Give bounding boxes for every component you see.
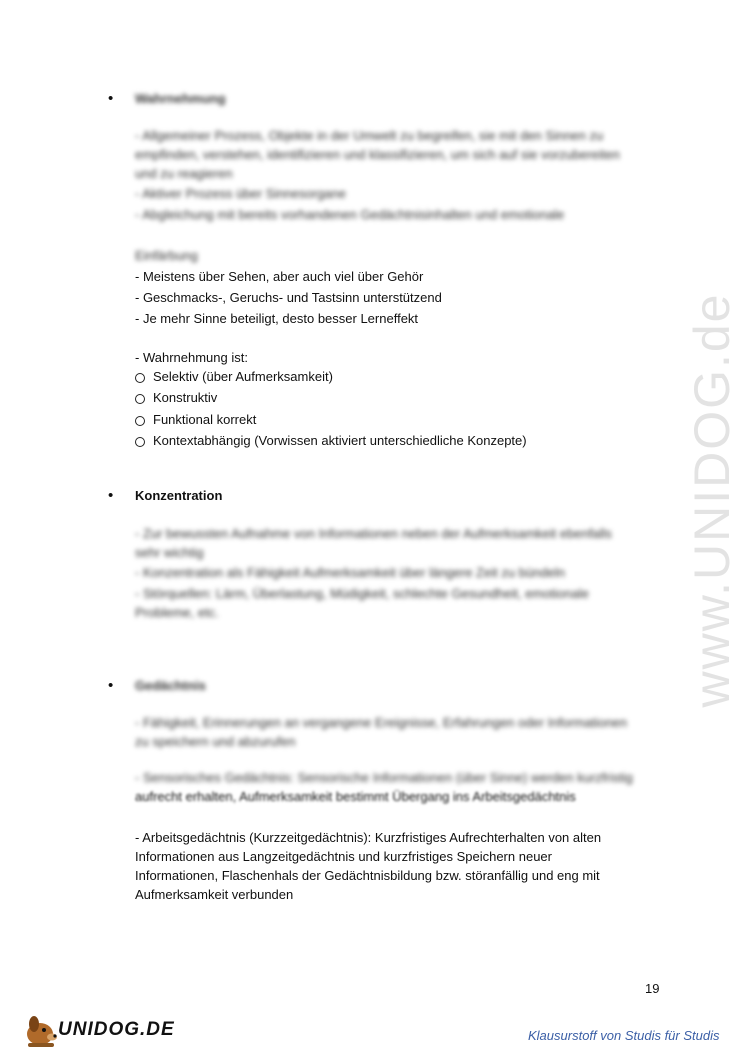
text-line: aufrecht erhalten, Aufmerksamkeit bestimmt Übergang ins Arbeitsgedächtnis <box>135 789 576 804</box>
text-line: - Geschmacks-, Geruchs- und Tastsinn unterstützend <box>135 290 442 305</box>
text-line: Probleme, etc. <box>135 605 219 620</box>
text-line: - Fähigkeit, Erinnerungen an vergangene Ereignisse, Erfahrungen oder Informationen <box>135 715 628 730</box>
bullet-icon: • <box>108 487 114 504</box>
text-line: - Aktiver Prozess über Sinnesorgane <box>135 186 346 201</box>
text-line: empfinden, verstehen, identifizieren und klassifizieren, um sich auf sie vorzubereiten <box>135 147 620 162</box>
bullet-icon: • <box>108 677 114 694</box>
text-line: und zu reagieren <box>135 166 233 181</box>
page-number: 19 <box>645 981 660 996</box>
text-line: - Arbeitsgedächtnis (Kurzzeitgedächtnis): Kurzfristiges Aufrechterhalten von alten <box>135 830 602 845</box>
text-line: - Zur bewussten Aufnahme von Informationen neben der Aufmerksamkeit ebenfalls <box>135 526 612 541</box>
text-line: Einfärbung <box>135 248 198 263</box>
text-line: - Meistens über Sehen, aber auch viel über Gehör <box>135 269 424 284</box>
section-heading-gedaechtnis: Gedächtnis <box>135 678 206 693</box>
sub-item: Kontextabhängig (Vorwissen aktiviert unterschiedliche Konzepte) <box>153 433 527 448</box>
text-line: - Allgemeiner Prozess, Objekte in der Umwelt zu begreifen, sie mit den Sinnen zu <box>135 128 604 143</box>
watermark: www.UNIDOG.de <box>684 292 740 708</box>
section-heading-wahrnehmung: Wahrnehmung <box>135 91 226 106</box>
circle-bullet-icon <box>135 437 145 447</box>
text-line: Aufmerksamkeit verbunden <box>135 887 294 902</box>
text-line: - Abgleichung mit bereits vorhandenen Gedächtnisinhalten und emotionale <box>135 207 565 222</box>
text-line: zu speichern und abzurufen <box>135 734 296 749</box>
sub-item: Konstruktiv <box>153 390 218 405</box>
text-line: sehr wichtig <box>135 545 204 560</box>
footer-tagline: Klausurstoff von Studis für Studis <box>528 1028 720 1043</box>
text-line: - Je mehr Sinne beteiligt, desto besser Lerneffekt <box>135 311 419 326</box>
circle-bullet-icon <box>135 416 145 426</box>
text-line: Informationen, Flaschenhals der Gedächtnisbildung bzw. störanfällig und eng mit <box>135 868 600 883</box>
sub-item: Selektiv (über Aufmerksamkeit) <box>153 369 333 384</box>
text-line: - Wahrnehmung ist: <box>135 350 248 365</box>
text-line: - Störquellen: Lärm, Überlastung, Müdigkeit, schlechte Gesundheit, emotionale <box>135 586 589 601</box>
text-line: - Sensorisches Gedächtnis: Sensorische Informationen (über Sinne) werden kurzfristig <box>135 770 633 785</box>
bullet-icon: • <box>108 90 114 107</box>
circle-bullet-icon <box>135 373 145 383</box>
circle-bullet-icon <box>135 394 145 404</box>
text-line: - Konzentration als Fähigkeit Aufmerksamkeit über längere Zeit zu bündeln <box>135 565 565 580</box>
text-line: Informationen aus Langzeitgedächtnis und kurzfristiges Speichern neuer <box>135 849 552 864</box>
section-heading-konzentration: Konzentration <box>135 488 223 503</box>
sub-item: Funktional korrekt <box>153 412 257 427</box>
logo-text: UNIDOG.DE <box>58 1019 175 1040</box>
